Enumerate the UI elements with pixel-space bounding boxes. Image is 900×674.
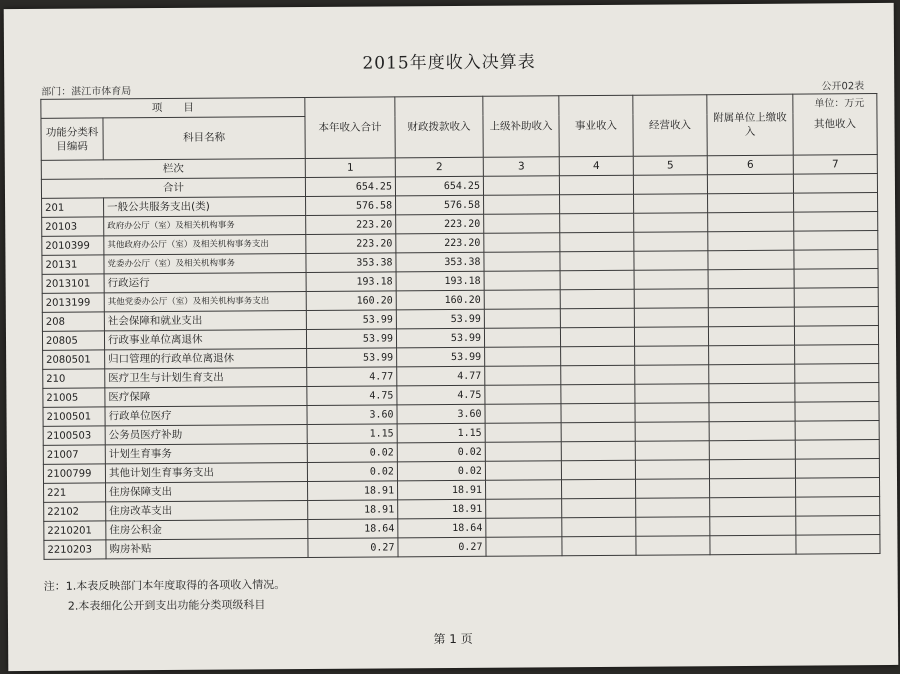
row-col1: 160.20 xyxy=(306,291,396,311)
row-col1: 193.18 xyxy=(306,272,396,292)
income-table xyxy=(40,93,880,560)
row-col2: 4.77 xyxy=(397,366,485,386)
row-col2: 53.99 xyxy=(396,309,484,329)
row-col1: 1.15 xyxy=(307,424,397,444)
note-2: 2.本表细化公开到支出功能分类项级科目 xyxy=(67,598,266,613)
row-col2: 3.60 xyxy=(397,404,485,424)
header-col4: 事业收入 xyxy=(559,95,633,157)
row-col2: 53.99 xyxy=(396,328,484,348)
row-col1: 18.64 xyxy=(308,519,398,539)
row-code: 2210201 xyxy=(44,521,106,540)
row-code: 2013199 xyxy=(42,293,104,312)
row-col1: 18.91 xyxy=(308,500,398,520)
index-cell: 1 xyxy=(305,158,395,178)
header-subject: 科目名称 xyxy=(103,117,305,160)
index-label: 栏次 xyxy=(41,159,305,180)
header-col1: 本年收入合计 xyxy=(305,97,395,159)
row-name: 行政单位医疗 xyxy=(105,406,307,426)
row-col1: 0.27 xyxy=(308,538,398,558)
index-cell: 4 xyxy=(559,156,633,176)
index-cell: 3 xyxy=(483,157,559,177)
row-code: 2100799 xyxy=(43,464,105,483)
row-col2: 53.99 xyxy=(397,347,485,367)
row-col2: 160.20 xyxy=(396,290,484,310)
row-code: 210 xyxy=(43,369,105,388)
row-name: 住房公积金 xyxy=(106,520,308,540)
row-name: 行政事业单位离退休 xyxy=(104,330,306,350)
header-col5: 经营收入 xyxy=(633,95,707,157)
row-col2: 0.27 xyxy=(398,537,486,557)
department-label: 部门：湛江市体育局 xyxy=(41,86,132,98)
row-col2: 223.20 xyxy=(396,214,484,234)
row-code: 2100501 xyxy=(43,407,105,426)
row-col1: 353.38 xyxy=(306,253,396,273)
row-name: 住房保障支出 xyxy=(106,482,308,502)
row-name: 其他计划生育事务支出 xyxy=(105,463,307,483)
header-item: 项 目 xyxy=(41,98,305,119)
row-col1: 3.60 xyxy=(307,405,397,425)
row-col1: 4.77 xyxy=(307,367,397,387)
header-col6: 附属单位上缴收入 xyxy=(707,94,793,156)
row-col2: 0.02 xyxy=(397,461,485,481)
row-col1: 576.58 xyxy=(306,196,396,216)
header-col7: 其他收入 xyxy=(793,94,877,156)
document-page xyxy=(4,3,899,671)
total-col1: 654.25 xyxy=(305,177,395,197)
row-name: 行政运行 xyxy=(104,273,306,293)
row-col2: 18.64 xyxy=(398,518,486,538)
row-code: 221 xyxy=(44,483,106,502)
row-col1: 53.99 xyxy=(306,310,396,330)
row-code: 20805 xyxy=(42,331,104,350)
row-name: 购房补贴 xyxy=(106,539,308,559)
row-col1: 53.99 xyxy=(307,348,397,368)
row-name: 医疗保障 xyxy=(105,387,307,407)
row-col1: 223.20 xyxy=(306,215,396,235)
row-col1: 0.02 xyxy=(307,462,397,482)
row-col2: 353.38 xyxy=(396,252,484,272)
index-cell: 2 xyxy=(395,157,483,177)
row-code: 22102 xyxy=(44,502,106,521)
row-name: 医疗卫生与计划生育支出 xyxy=(105,368,307,388)
row-code: 208 xyxy=(42,312,104,331)
row-code: 2080501 xyxy=(43,350,105,369)
row-name: 其他政府办公厅（室）及相关机构事务支出 xyxy=(104,235,306,255)
row-name: 住房改革支出 xyxy=(106,501,308,521)
row-code: 20103 xyxy=(42,217,104,236)
index-cell: 5 xyxy=(633,156,707,176)
row-name: 公务员医疗补助 xyxy=(105,425,307,445)
row-col2: 193.18 xyxy=(396,271,484,291)
page-number: 第 1 页 xyxy=(433,631,473,647)
row-col2: 576.58 xyxy=(396,195,484,215)
note-1: 注：1.本表反映部门本年度取得的各项收入情况。 xyxy=(43,578,286,593)
total-label: 合计 xyxy=(41,178,305,199)
row-col2: 1.15 xyxy=(397,423,485,443)
notes xyxy=(44,575,286,617)
row-code: 2210203 xyxy=(44,540,106,559)
page-title: 2015年度收入决算表 xyxy=(362,52,536,74)
row-col1: 53.99 xyxy=(306,329,396,349)
total-col2: 654.25 xyxy=(395,176,483,196)
header-func-code: 功能分类科目编码 xyxy=(41,118,103,160)
row-name: 归口管理的行政单位离退休 xyxy=(105,349,307,369)
row-code: 2010399 xyxy=(42,236,104,255)
row-code: 21007 xyxy=(43,445,105,464)
row-col1: 4.75 xyxy=(307,386,397,406)
row-name: 一般公共服务支出(类) xyxy=(104,197,306,217)
header-col2: 财政拨款收入 xyxy=(395,96,483,158)
header-col3: 上级补助收入 xyxy=(483,96,559,158)
row-code: 201 xyxy=(42,198,104,217)
unit-label: 单位：万元 xyxy=(814,98,865,110)
row-name: 社会保障和就业支出 xyxy=(104,311,306,331)
row-col2: 18.91 xyxy=(398,499,486,519)
row-name: 其他党委办公厅（室）及相关机构事务支出 xyxy=(104,292,306,312)
row-col2: 4.75 xyxy=(397,385,485,405)
row-col1: 0.02 xyxy=(307,443,397,463)
row-col2: 18.91 xyxy=(398,480,486,500)
row-code: 2100503 xyxy=(43,426,105,445)
row-col1: 223.20 xyxy=(306,234,396,254)
row-name: 政府办公厅（室）及相关机构事务 xyxy=(104,216,306,236)
index-cell: 7 xyxy=(793,155,877,175)
row-col2: 223.20 xyxy=(396,233,484,253)
row-code: 21005 xyxy=(43,388,105,407)
index-cell: 6 xyxy=(707,155,793,175)
row-name: 党委办公厅（室）及相关机构事务 xyxy=(104,254,306,274)
form-number: 公开02表 xyxy=(821,81,865,93)
row-col1: 18.91 xyxy=(308,481,398,501)
row-code: 20131 xyxy=(42,255,104,274)
row-code: 2013101 xyxy=(42,274,104,293)
row-name: 计划生育事务 xyxy=(105,444,307,464)
row-col2: 0.02 xyxy=(397,442,485,462)
